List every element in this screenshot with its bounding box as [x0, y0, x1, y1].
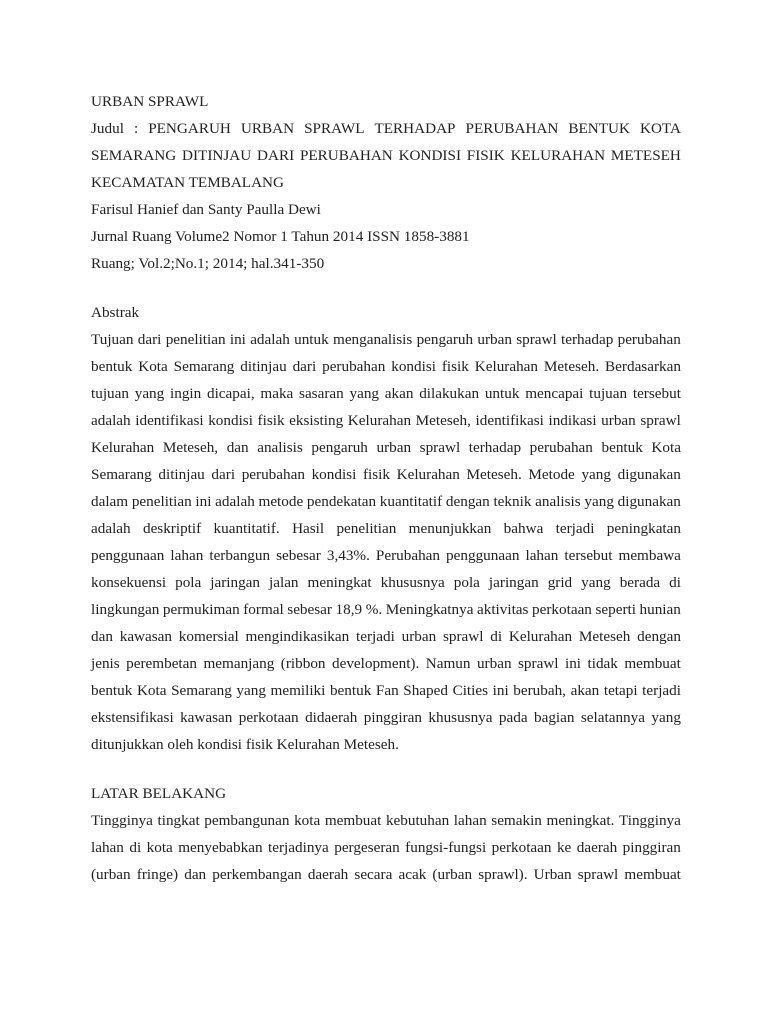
- abstract-line: [91, 326, 681, 353]
- word: DARI: [257, 147, 295, 164]
- word: tersebut: [564, 547, 613, 564]
- abstract-line: [91, 650, 681, 677]
- word: terhadap: [468, 439, 522, 456]
- word: perubahan: [617, 331, 681, 348]
- abstract-line: [91, 461, 681, 488]
- word: teknik: [493, 493, 532, 510]
- word: kondisi: [311, 466, 357, 483]
- word: BENTUK: [568, 120, 630, 137]
- word: dilakukan: [419, 385, 480, 402]
- abstract-line: [91, 569, 681, 596]
- word: Semarang: [173, 358, 235, 375]
- word: membawa: [618, 547, 681, 564]
- word: berubah,: [513, 682, 566, 699]
- word: ini: [195, 493, 212, 510]
- word: jenis: [91, 655, 120, 672]
- word: sprawl: [640, 412, 681, 429]
- word: memiliki: [270, 682, 326, 699]
- word: kuantitatif.: [213, 520, 280, 537]
- word: ingin: [170, 385, 202, 402]
- word: bentuk: [91, 358, 133, 375]
- abstract-line: [91, 515, 681, 542]
- word: berada: [619, 574, 661, 591]
- word: ke: [556, 839, 572, 856]
- word: 18,9: [335, 601, 363, 618]
- word: yang: [134, 385, 165, 402]
- word: peningkatan: [606, 520, 681, 537]
- abstract-line: ditunjukkan oleh kondisi fisik Kelurahan Meteseh.: [91, 736, 399, 753]
- word: sasaran: [299, 385, 344, 402]
- word: deskriptif: [142, 520, 202, 537]
- word: secara: [354, 866, 393, 883]
- abstract-line: [91, 434, 681, 461]
- word: khususnya: [428, 709, 493, 726]
- word: Kelurahan: [396, 466, 460, 483]
- word: akan: [570, 682, 600, 699]
- word: Kota: [136, 682, 167, 699]
- word: DITINJAU: [182, 147, 252, 164]
- word: ini: [492, 682, 509, 699]
- word: terjadinya: [268, 839, 329, 856]
- word: terjadi: [555, 520, 595, 537]
- word: perembetan: [126, 655, 197, 672]
- word: Namun: [425, 655, 471, 672]
- word: penelitian: [336, 520, 397, 537]
- word: dengan: [637, 628, 681, 645]
- word: SEMARANG: [91, 147, 177, 164]
- word: bagian: [533, 709, 575, 726]
- word: perubahan: [241, 466, 305, 483]
- word: Kota: [651, 439, 681, 456]
- abstract-line: [91, 407, 681, 434]
- word: Tingginya: [619, 812, 681, 829]
- word: Metode: [528, 466, 575, 483]
- word: dicapai,: [206, 385, 255, 402]
- word: KELURAHAN: [510, 147, 606, 164]
- word: fisik: [362, 466, 390, 483]
- word: didaerah: [305, 709, 358, 726]
- word: seperti: [595, 601, 636, 618]
- word: identifikasi: [135, 412, 204, 429]
- word: kota: [146, 839, 173, 856]
- word: grid: [547, 574, 573, 591]
- word: Meteseh: [578, 628, 631, 645]
- word: bentuk: [91, 682, 133, 699]
- word: (ribbon: [280, 655, 326, 672]
- word: SPRAWL: [304, 120, 365, 137]
- word: yang: [584, 493, 614, 510]
- word: adalah: [91, 520, 131, 537]
- word: acak: [398, 866, 427, 883]
- word: komersial: [178, 628, 239, 645]
- word: Urban: [533, 866, 572, 883]
- word: terjadi: [356, 628, 395, 645]
- abstract-line: [91, 380, 681, 407]
- word: sebesar: [276, 547, 321, 564]
- word: tidak: [587, 655, 618, 672]
- word: perkotaan: [532, 601, 592, 618]
- word: urban: [401, 628, 437, 645]
- word: akan: [384, 385, 414, 402]
- word: TERHADAP: [374, 120, 456, 137]
- word: dengan: [445, 493, 490, 510]
- word: permukiman: [162, 601, 240, 618]
- word: tujuan: [589, 385, 628, 402]
- background-line: [91, 861, 681, 888]
- word: aktivitas: [477, 601, 529, 618]
- word: 3,43%.: [326, 547, 370, 564]
- word: sprawl: [577, 866, 619, 883]
- word: daerah: [307, 866, 349, 883]
- word: meningkat: [307, 574, 372, 591]
- word: khususnya: [380, 574, 445, 591]
- title-line: KECAMATAN TEMBALANG: [91, 174, 284, 191]
- word: maka: [260, 385, 294, 402]
- word: yang: [581, 574, 611, 591]
- word: pengaruh: [311, 439, 368, 456]
- word: %.: [365, 601, 383, 618]
- word: PERUBAHAN: [465, 120, 559, 137]
- word: di: [669, 574, 681, 591]
- word: membuat: [624, 866, 681, 883]
- word: (urban: [91, 866, 131, 883]
- word: Berdasarkan: [605, 358, 681, 375]
- background-heading: LATAR BELAKANG: [91, 785, 227, 802]
- word: di: [490, 628, 503, 645]
- abstract-line: [91, 596, 681, 623]
- word: lahan: [170, 547, 204, 564]
- background-line: [91, 807, 681, 834]
- word: urban: [477, 331, 512, 348]
- word: penelitian: [131, 493, 192, 510]
- word: Kota: [138, 358, 168, 375]
- abstract-line: [91, 677, 681, 704]
- word: sprawl: [419, 439, 461, 456]
- word: pinggiran: [363, 709, 422, 726]
- word: terbangun: [209, 547, 271, 564]
- word: Meningkatnya: [385, 601, 474, 618]
- word: perubahan: [529, 439, 593, 456]
- word: memanjang: [203, 655, 275, 672]
- word: perkembangan: [212, 866, 302, 883]
- word: dalam: [91, 493, 129, 510]
- word: daerah: [576, 839, 618, 856]
- background-body: [91, 807, 681, 888]
- word: ini: [564, 655, 582, 672]
- title-line: [91, 115, 681, 142]
- word: urban: [601, 412, 636, 429]
- word: development).: [331, 655, 420, 672]
- title-line: [91, 142, 681, 169]
- word: lahan: [453, 812, 487, 829]
- word: fungsi-fungsi: [405, 839, 487, 856]
- word: jaringan: [488, 574, 539, 591]
- abstract-heading: Abstrak: [91, 304, 140, 321]
- word: :: [133, 120, 139, 137]
- word: mencapai: [525, 385, 584, 402]
- word: Meteseh,: [162, 439, 219, 456]
- word: dan: [91, 628, 113, 645]
- word: (urban: [432, 866, 473, 883]
- word: yang: [581, 466, 611, 483]
- word: tingkat: [157, 812, 200, 829]
- word: KOTA: [639, 120, 681, 137]
- word: adalah: [91, 412, 131, 429]
- word: ditinjau: [158, 466, 205, 483]
- word: lingkungan: [91, 601, 160, 618]
- word: meningkat.: [546, 812, 615, 829]
- word: bentuk: [601, 439, 643, 456]
- word: Meteseh.: [466, 466, 522, 483]
- word: kondisi: [208, 412, 253, 429]
- word: pinggiran: [622, 839, 681, 856]
- word: digunakan: [617, 466, 681, 483]
- title-block: [91, 115, 681, 196]
- citation: Ruang; Vol.2;No.1; 2014; hal.341-350: [91, 255, 325, 272]
- word: sprawl: [516, 331, 557, 348]
- abstract-body: [91, 326, 681, 731]
- word: dan: [184, 866, 207, 883]
- word: penelitian: [165, 331, 226, 348]
- word: tersebut: [632, 385, 681, 402]
- word: fringe): [136, 866, 179, 883]
- word: lahan: [525, 547, 559, 564]
- word: yang: [651, 709, 681, 726]
- word: penggunaan: [446, 547, 520, 564]
- word: yang: [236, 682, 266, 699]
- word: ditinjau: [240, 358, 287, 375]
- word: Judul: [91, 120, 124, 137]
- word: dan: [226, 439, 249, 456]
- word: METESEH: [610, 147, 681, 164]
- word: fisik: [257, 412, 285, 429]
- word: Tujuan: [91, 331, 134, 348]
- word: adalah: [250, 331, 290, 348]
- word: mengindikasikan: [245, 628, 350, 645]
- word: analisis: [257, 439, 303, 456]
- word: menunjukkan: [408, 520, 492, 537]
- word: perubahan: [322, 358, 386, 375]
- word: FISIK: [466, 147, 505, 164]
- word: Kelurahan: [508, 628, 573, 645]
- word: Kelurahan: [347, 412, 412, 429]
- journal-info: Jurnal Ruang Volume2 Nomor 1 Tahun 2014 ISSN 1858-3881: [91, 228, 470, 245]
- word: pendekatan: [306, 493, 377, 510]
- word: jalan: [269, 574, 299, 591]
- background-line: [91, 834, 681, 861]
- word: dari: [137, 331, 162, 348]
- word: KONDISI: [398, 147, 461, 164]
- word: Semarang: [91, 466, 152, 483]
- word: bentuk: [329, 682, 372, 699]
- abstract-line: [91, 488, 681, 515]
- abstract-line: [91, 542, 681, 569]
- word: Perubahan: [375, 547, 441, 564]
- word: pembangunan: [204, 812, 290, 829]
- word: tujuan: [91, 385, 129, 402]
- word: terhadap: [561, 331, 614, 348]
- word: Hasil: [292, 520, 325, 537]
- document-heading: URBAN SPRAWL: [91, 93, 209, 110]
- word: terjadi: [642, 682, 681, 699]
- authors: Farisul Hanief dan Santy Paulla Dewi: [91, 201, 321, 218]
- abstract-line: [91, 353, 681, 380]
- word: sprawl: [518, 655, 559, 672]
- word: analisis: [535, 493, 581, 510]
- word: pergeseran: [334, 839, 400, 856]
- word: kebutuhan: [385, 812, 450, 829]
- word: dari: [211, 466, 236, 483]
- word: kawasan: [180, 709, 233, 726]
- word: dari: [292, 358, 317, 375]
- word: urban: [476, 655, 512, 672]
- word: perkotaan: [238, 709, 299, 726]
- word: sebesar: [287, 601, 332, 618]
- word: konsekuensi: [91, 574, 167, 591]
- word: Shaped: [403, 682, 448, 699]
- word: identifikasi: [475, 412, 544, 429]
- word: membuat: [324, 812, 382, 829]
- word: ekstensifikasi: [91, 709, 174, 726]
- word: hunian: [639, 601, 681, 618]
- word: Tingginya: [91, 812, 153, 829]
- word: urban: [376, 439, 412, 456]
- word: untuk: [294, 331, 329, 348]
- word: di: [129, 839, 142, 856]
- word: pola: [175, 574, 202, 591]
- word: Meteseh,: [415, 412, 471, 429]
- word: jaringan: [210, 574, 261, 591]
- abstract-line: [91, 704, 681, 731]
- word: lahan: [91, 839, 124, 856]
- word: Meteseh.: [543, 358, 600, 375]
- word: PERUBAHAN: [299, 147, 393, 164]
- word: kawasan: [119, 628, 173, 645]
- word: untuk: [484, 385, 520, 402]
- word: kuantitatif: [379, 493, 443, 510]
- word: ini: [229, 331, 246, 348]
- word: menyebabkan: [178, 839, 263, 856]
- word: selatannya: [580, 709, 645, 726]
- word: Fan: [375, 682, 399, 699]
- word: pada: [498, 709, 528, 726]
- word: formal: [243, 601, 284, 618]
- word: eksisting: [289, 412, 344, 429]
- word: bahwa: [503, 520, 544, 537]
- word: Cities: [452, 682, 489, 699]
- word: indikasi: [548, 412, 597, 429]
- word: menganalisis: [333, 331, 413, 348]
- word: pola: [453, 574, 480, 591]
- word: Kelurahan: [91, 439, 155, 456]
- document-page: [91, 88, 681, 888]
- word: perkotaan: [491, 839, 552, 856]
- word: PENGARUH: [148, 120, 231, 137]
- word: metode: [258, 493, 304, 510]
- word: sprawl).: [478, 866, 528, 883]
- word: tetapi: [603, 682, 638, 699]
- word: yang: [349, 385, 380, 402]
- word: Semarang: [171, 682, 232, 699]
- word: kota: [294, 812, 321, 829]
- word: pengaruh: [416, 331, 474, 348]
- word: sprawl: [442, 628, 484, 645]
- word: kondisi: [391, 358, 436, 375]
- word: adalah: [215, 493, 255, 510]
- word: fisik: [441, 358, 469, 375]
- abstract-line: [91, 623, 681, 650]
- word: digunakan: [617, 493, 681, 510]
- word: semakin: [491, 812, 542, 829]
- word: penggunaan: [91, 547, 165, 564]
- word: URBAN: [240, 120, 295, 137]
- word: membuat: [624, 655, 681, 672]
- word: Kelurahan: [474, 358, 539, 375]
